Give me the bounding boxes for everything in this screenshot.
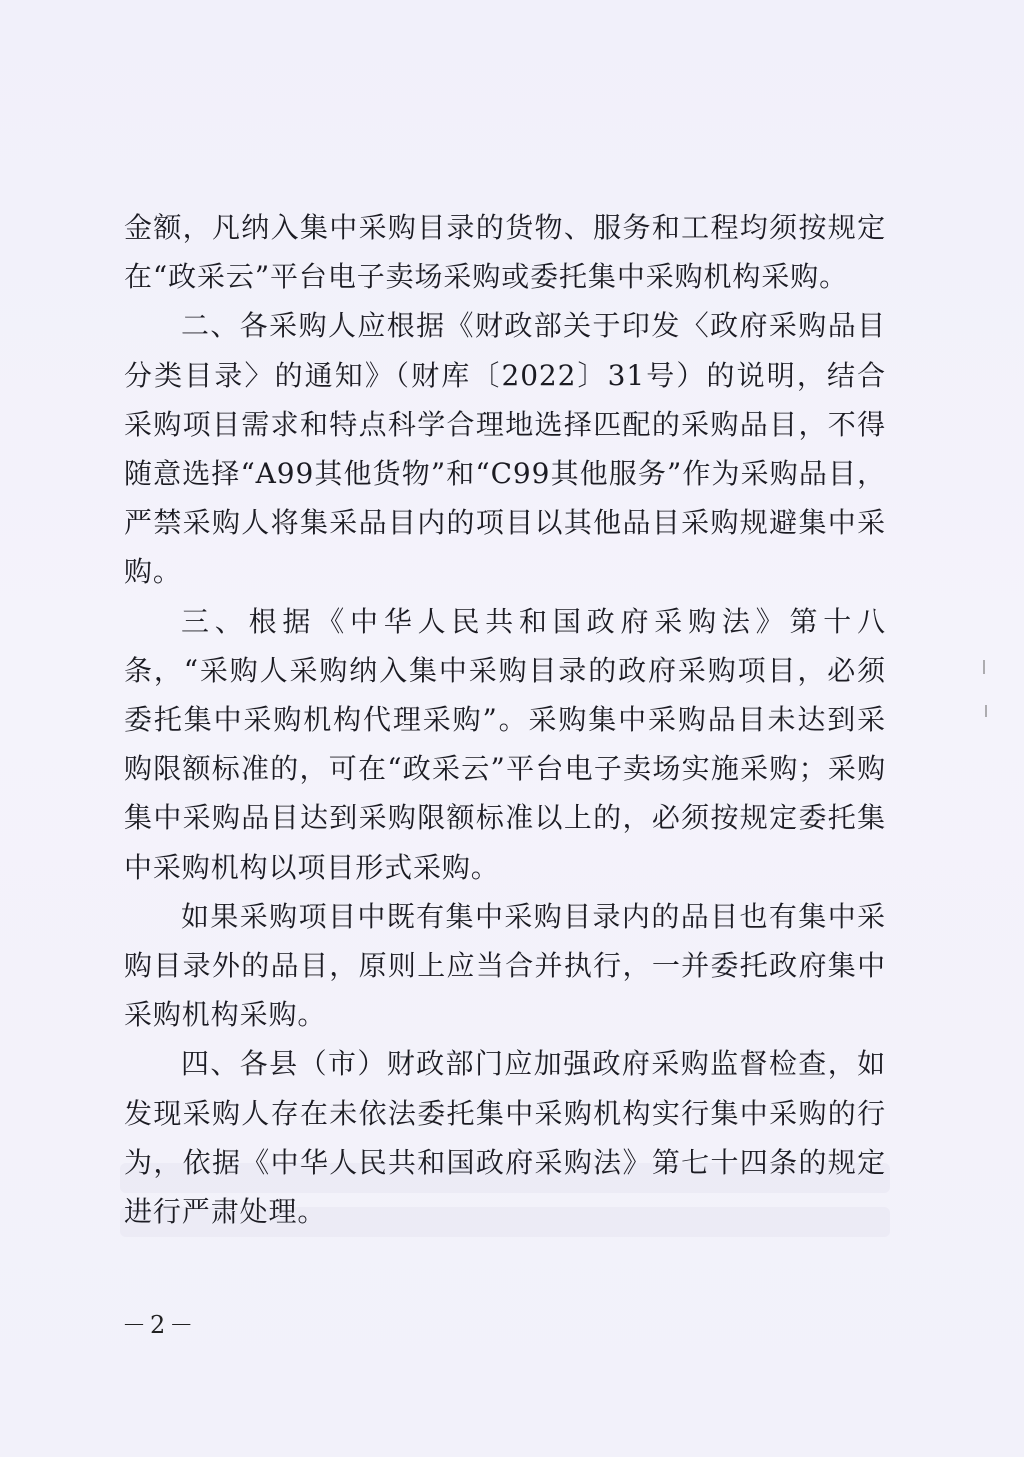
scan-artifact [983,660,985,674]
paragraph-item-2: 二、各采购人应根据《财政部关于印发〈政府采购品目分类目录〉的通知》（财库〔2022〕31号）的说明，结合采购项目需求和特点科学合理地选择匹配的采购品目，不得随意选择“A99其他货物”和“C99其他服务”作为采购品目，严禁采购人将集采品目内的项目以其他品目采购规避集中采购。 [124,309,886,589]
paragraph-item-3-note: 如果采购项目中既有集中采购目录内的品目也有集中采购目录外的品目，原则上应当合并执行，一并委托政府集中采购机构采购。 [124,899,886,1032]
paragraph-item-3: 三、根据《中华人民共和国政府采购法》第十八条，“采购人采购纳入集中采购目录的政府采购项目，必须委托集中采购机构代理采购”。采购集中采购品目未达到采购限额标准的，可在“政采云”平台电子卖场实施采购；采购集中采购品目达到采购限额标准以上的，必须按规定委托集中采购机构以项目形式采购。 [124,604,886,884]
paragraph-continuation: 金额，凡纳入集中采购目录的货物、服务和工程均须按规定在“政采云”平台电子卖场采购或委托集中采购机构采购。 [124,211,886,294]
document-body [124,203,886,1236]
paragraph-item-4: 四、各县（市）财政部门应加强政府采购监督检查，如发现采购人存在未依法委托集中采购机构实行集中采购的行为，依据《中华人民共和国政府采购法》第七十四条的规定进行严肃处理。 [124,1047,886,1229]
page-number: －2－ [122,1311,198,1339]
scan-artifact [985,705,987,717]
